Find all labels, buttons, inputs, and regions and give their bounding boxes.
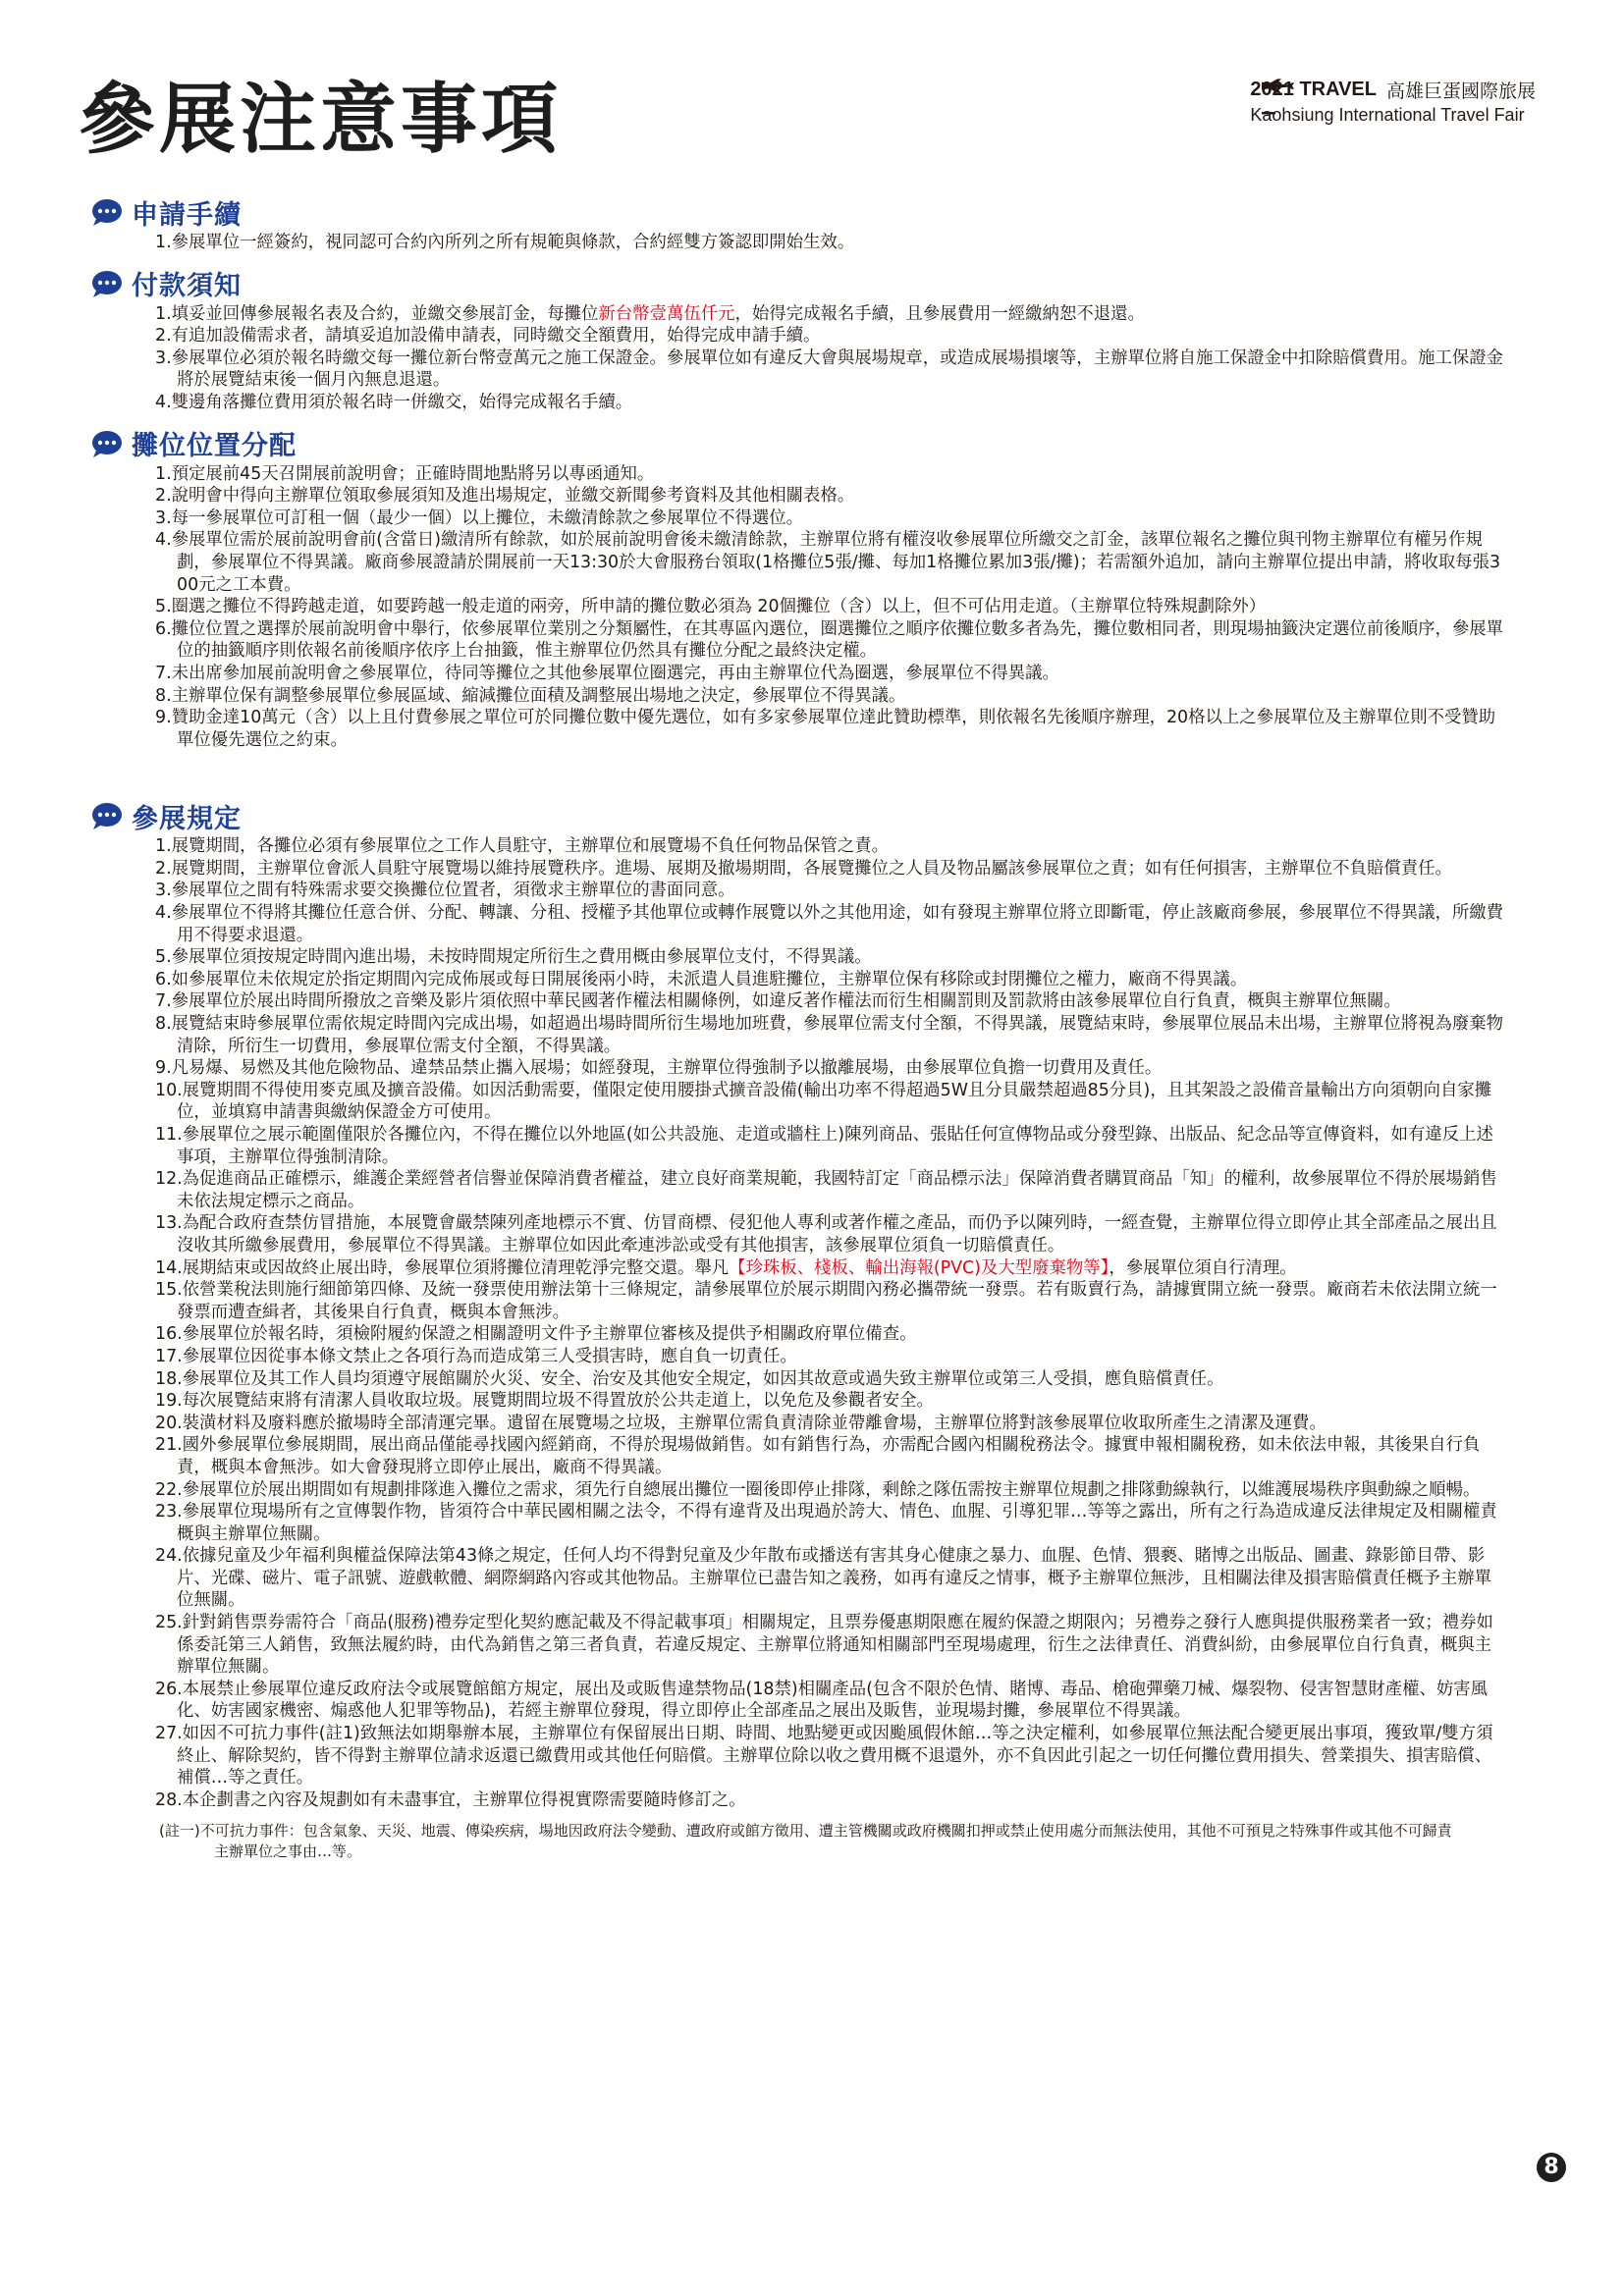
chat-bubble-icon: [90, 429, 124, 458]
list-item: 11.參展單位之展示範圍僅限於各攤位內，不得在攤位以外地區(如公共設施、走道或牆柱上)陳列商品、張貼任何宣傳物品或分發型錄、出版品、紀念品等宣傳資料，如有違反上述事項，主辦單位得強制清除。: [155, 1125, 1493, 1167]
list-item: 1.展覽期間，各攤位必須有參展單位之工作人員駐守，主辦單位和展覽場不負任何物品保管之責。: [155, 836, 890, 857]
list-item: 21.國外參展單位參展期間，展出商品僅能尋找國內經銷商，不得於現場做銷售。如有銷售行為，亦需配合國內相關稅務法令。據實申報相關稅務，如未依法申報，其後果自行負責，概與本會無涉。如大會發現將立即停止展出，廠商不得異議。: [155, 1435, 1481, 1477]
section-exhibition-rules: [90, 796, 1543, 1811]
list-item: 24.依據兒童及少年福利與權益保障法第43條之規定，任何人均不得對兒童及少年散布或播送有害其身心健康之暴力、血腥、色情、猥褻、賭博之出版品、圖畫、錄影節目帶、影片、光碟、磁片、電子訊號、遊戲軟體、網際網路內容或其他物品。主辦單位已盡告知之義務，如再有違反之情事，概予主辦單位無涉，且相關法律及損害賠償責任概予主辦單位無關。: [155, 1546, 1492, 1611]
list-item: 14.展期結束或因故終止展出時，參展單位須將攤位清理乾淨完整交還。舉凡【珍珠板、棧板、輸出海報(PVC)及大型廢棄物等】，參展單位須自行清理。: [155, 1257, 1297, 1278]
list-item: 2.展覽期間，主辦單位會派人員駐守展覽場以維持展覽秩序。進場、展期及撤場期間，各展覽攤位之人員及物品屬該參展單位之責；如有任何損害，主辦單位不負賠償責任。: [155, 858, 1452, 879]
section-title: 攤位位置分配: [132, 431, 297, 462]
rules-list: [90, 835, 1543, 1811]
list-item: 1.參展單位一經簽約，視同認可合約內所列之所有規範與條款，合約經雙方簽認即開始生效。: [155, 233, 855, 252]
list-item: 20.裝潢材料及廢料應於撤場時全部清運完畢。遺留在展覽場之垃圾，主辦單位需負責清除並帶離會場，主辦單位將對該參展單位收取所產生之清潔及運費。: [155, 1413, 1326, 1433]
list-item: 26.本展禁止參展單位違反政府法令或展覽館館方規定，展出及或販售違禁物品(18禁)相關產品(包含不限於色情、賭博、毒品、槍砲彈藥刀械、爆裂物、侵害智慧財產權、妨害風化、妨害國家機密、煽惑他人犯罪等物品)，若經主辦單位發現，得立即停止全部產品之展出及販售，並現場封攤，參展單位不得異議。: [155, 1679, 1489, 1722]
list-item: 18.參展單位及其工作人員均須遵守展館關於火災、安全、治安及其他安全規定，如因其故意或過失致主辦單位或第三人受損，應負賠償責任。: [155, 1368, 1224, 1389]
list-item: 8.展覽結束時參展單位需依規定時間內完成出場，如超過出場時間所衍生場地加班費，參展單位需支付全額，不得異議，展覽結束時，參展單位展品未出場，主辦單位將視為廢棄物清除，所衍生一切費用，參展單位需支付全額，不得異議。: [155, 1014, 1504, 1056]
list-item: 6.攤位位置之選擇於展前說明會中舉行，依參展單位業別之分類屬性，在其專區內選位，圈選攤位之順序依攤位數多者為先，攤位數相同者，則現場抽籤決定選位前後順序，參展單位的抽籤順序則依報名前後順序依序上台抽籤，惟主辦單位仍然具有攤位分配之最終決定權。: [155, 618, 1504, 662]
list-item: 25.針對銷售票券需符合「商品(服務)禮券定型化契約應記載及不得記載事項」相關規定，且票券優惠期限應在履約保證之期限內；另禮券之發行人應與提供服務業者一致；禮券如係委託第三人銷售，致無法履約時，由代為銷售之第三者負責，若違反規定、主辦單位將通知相關部門至現場處理，衍生之法律責任、消費糾紛，由參展單位自行負責，概與主辦單位無關。: [155, 1613, 1493, 1678]
brand-name-en: Kaohsiung International Travel Fair: [1250, 105, 1525, 125]
list-item: 15.依營業稅法則施行細節第四條、及統一發票使用辦法第十三條規定，請參展單位於展示期間內務必攜帶統一發票。若有販賣行為，請據實開立統一發票。廠商若未依法開立統一發票而遭查緝者，其後果自行負責，概與本會無涉。: [155, 1280, 1497, 1322]
list-item: 2.說明會中得向主辦單位領取參展須知及進出場規定，並繳交新聞參考資料及其他相關表格。: [155, 486, 855, 507]
list-item: 4.雙邊角落攤位費用須於報名時一併繳交，始得完成報名手續。: [155, 392, 633, 412]
list-item: 7.未出席參加展前說明會之參展單位，待同等攤位之其他參展單位圈選完，再由主辦單位代為圈選，參展單位不得異議。: [155, 663, 1059, 683]
brand-block: [1250, 77, 1536, 126]
list-item: 4.參展單位不得將其攤位任意合併、分配、轉讓、分租、授權予其他單位或轉作展覽以外之其他用途，如有發現主辦單位將立即斷電，停止該廠商參展，參展單位不得異議，所繳費用不得要求退還。: [155, 903, 1504, 945]
page-number: 8: [1537, 2153, 1566, 2182]
list-item: 3.參展單位之間有特殊需求要交換攤位位置者，須徵求主辦單位的書面同意。: [155, 881, 735, 901]
highlight-text: 新台幣壹萬伍仟元: [598, 303, 735, 324]
content: [90, 192, 1543, 1862]
section-title: 付款須知: [132, 271, 242, 302]
section-application: [90, 192, 1543, 254]
list-item: 27.如因不可抗力事件(註1)致無法如期舉辦本展，主辦單位有保留展出日期、時間、地點變更或因颱風假休館…等之決定權利，如參展單位無法配合變更展出事項，獲致單/雙方須終止、解除契約，皆不得對主辦單位請求返還已繳費用或其他任何賠償。主辦單位除以收之費用概不退還外，亦不負因此引起之一切任何攤位費用損失、營業損失、損害賠償、補償…等之責任。: [155, 1724, 1493, 1789]
brand-name-cn: 高雄巨蛋國際旅展: [1385, 81, 1536, 102]
list-item: 17.參展單位因從事本條文禁止之各項行為而造成第三人受損害時，應自負一切責任。: [155, 1346, 797, 1366]
section-booth-allocation: [90, 424, 1543, 752]
list-item: 19.每次展覽結束將有清潔人員收取垃圾。展覽期間垃圾不得置放於公共走道上，以免危及參觀者安全。: [155, 1391, 934, 1412]
list-item: 13.為配合政府查禁仿冒措施，本展覽會嚴禁陳列產地標示不實、仿冒商標、侵犯他人專利或著作權之產品，而仍予以陳列時，一經查覺，主辦單位得立即停止其全部產品之展出且沒收其所繳參展費用，參展單位不得異議。主辦單位如因此牽連涉訟或受有其他損害，該參展單位須負一切賠償責任。: [155, 1213, 1497, 1255]
list-item: 1.預定展前45天召開展前說明會；正確時間地點將另以專函通知。: [155, 463, 655, 484]
list-item: 6.如參展單位未依規定於指定期間內完成佈展或每日開展後兩小時，未派遣人員進駐攤位，主辦單位保有移除或封閉攤位之權力，廠商不得異議。: [155, 969, 1248, 989]
chat-bubble-icon: [90, 197, 124, 227]
chat-bubble-icon: [90, 801, 124, 830]
list-item: 22.參展單位於展出期間如有規劃排隊進入攤位之需求，須先行自總展出攤位一圈後即停止排隊，剩餘之隊伍需按主辦單位規劃之排隊動線執行，以維護展場秩序與動線之順暢。: [155, 1479, 1481, 1500]
list-item: 8.主辦單位保有調整參展單位參展區域、縮減攤位面積及調整展出場地之決定，參展單位不得異議。: [155, 685, 906, 706]
list-item: 2.有追加設備需求者，請填妥追加設備申請表，同時繳交全額費用，始得完成申請手續。: [155, 326, 821, 347]
list-item: 12.為促進商品正確標示，維護企業經營者信譽並保障消費者權益，建立良好商業規範，我國特訂定「商品標示法」保障消費者購買商品「知」的權利，故參展單位不得於展場銷售未依法規定標示之商品。: [155, 1169, 1497, 1211]
list-item: 16.參展單位於報名時，須檢附履約保證之相關證明文件予主辦單位審核及提供予相關政府單位備查。: [155, 1324, 917, 1345]
list-item: 9.贊助金達10萬元（含）以上且付費參展之單位可於同攤位數中優先選位，如有多家參展單位達此贊助標準，則依報名先後順序辦理，20格以上之參展單位及主辦單位則不受贊助單位優先選位之約束。: [155, 708, 1496, 750]
footnote: (註一)不可抗力事件：包含氣象、天災、地震、傳染疾病，場地因政府法令變動、遭政府或館方徵用、遭主管機關或政府機關扣押或禁止使用處分而無法使用，其他不可預見之特殊事件或其他不可歸責主辦單位之事由…等。: [159, 1822, 1452, 1861]
list-item: 5.參展單位須按規定時間內進出場，未按時間規定所衍生之費用概由參展單位支付，不得異議。: [155, 947, 872, 968]
section-payment: [90, 264, 1543, 414]
list-item: 3.參展單位必須於報名時繳交每一攤位新台幣壹萬元之施工保證金。參展單位如有違反大會與展場規章，或造成展場損壞等，主辦單位將自施工保證金中扣除賠償費用。施工保證金將於展覽結束後一個月內無息退還。: [155, 347, 1504, 391]
highlight-text: 【珍珠板、棧板、輸出海報(PVC)及大型廢棄物等】: [729, 1257, 1110, 1278]
list-item: 9.凡易爆、易燃及其他危險物品、違禁品禁止攜入展場；如經發現，主辦單位得強制予以撤離展場，由參展單位負擔一切費用及責任。: [155, 1058, 1163, 1079]
chat-bubble-icon: [90, 269, 124, 298]
page-title: 參展注意事項: [79, 76, 563, 164]
list-item: 10.展覽期間不得使用麥克風及擴音設備。如因活動需要，僅限定使用腰掛式擴音設備(輸出功率不得超過5W且分貝嚴禁超過85分貝)，且其架設之設備音量輸出方向須朝向自家攤位，並填寫申請書與繳納保證金方可使用。: [155, 1080, 1492, 1123]
list-item: 23.參展單位現場所有之宣傳製作物，皆須符合中華民國相關之法令，不得有違背及出現過於誇大、情色、血腥、引導犯罪…等等之露出，所有之行為造成違反法律規定及相關權責概與主辦單位無關。: [155, 1502, 1497, 1544]
list-item: 1.填妥並回傳參展報名表及合約，並繳交參展訂金，每攤位新台幣壹萬伍仟元，始得完成報名手續，且參展費用一經繳納恕不退還。: [155, 303, 1145, 324]
section-title: 參展規定: [132, 803, 242, 834]
list-item: 4.參展單位需於展前說明會前(含當日)繳清所有餘款，如於展前說明會後未繳清餘款，主辦單位將有權沒收參展單位所繳交之訂金，該單位報名之攤位與刊物主辦單位有權另作規劃，參展單位不得異議。廠商參展證請於開展前一天13:30於大會服務台領取(1格攤位5張/攤、每加1格攤位累加3張/攤)；若需額外追加，請向主辦單位提出申請，將收取每張300元之工本費。: [155, 530, 1501, 595]
list-item: 5.圈選之攤位不得跨越走道，如要跨越一般走道的兩旁，所申請的攤位數必須為 20個攤位（含）以上，但不可佔用走道。（主辦單位特殊規劃除外）: [155, 597, 1267, 617]
section-title: 申請手續: [132, 199, 242, 231]
list-item: 28.本企劃書之內容及規劃如有未盡事宜，主辦單位得視實際需要隨時修訂之。: [155, 1789, 746, 1810]
brand-year: 2021 TRAVEL: [1250, 79, 1377, 100]
list-item: 3.每一參展單位可訂租一個（最少一個）以上攤位，未繳清餘款之參展單位不得選位。: [155, 507, 804, 528]
list-item: 7.參展單位於展出時間所撥放之音樂及影片須依照中華民國著作權法相關條例，如違反著作權法而衍生相關罰則及罰款將由該參展單位自行負責，概與主辦單位無關。: [155, 991, 1401, 1012]
